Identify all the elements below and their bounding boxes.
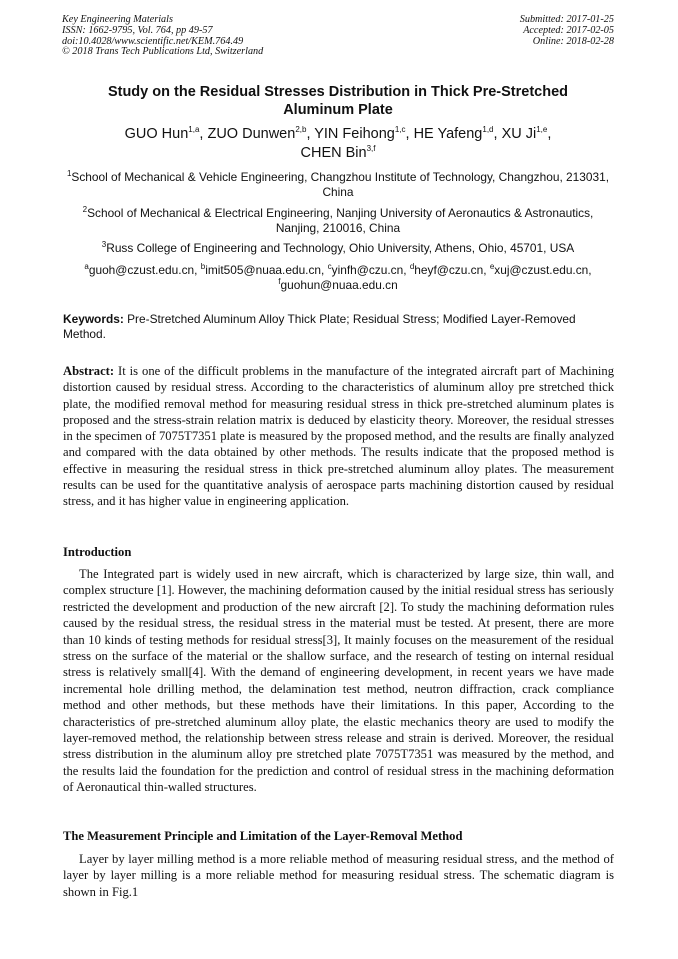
title-line-1: Study on the Residual Stresses Distribution in Thick Pre-Stretched bbox=[107, 84, 569, 100]
author: ZUO Dunwen$^{2,b}$, bbox=[207, 125, 315, 142]
email: $^c$yinfh@czu.cn, bbox=[327, 262, 410, 277]
author-emails bbox=[62, 263, 614, 293]
abstract-label: Abstract: bbox=[63, 364, 115, 378]
affiliation-3: $^3$Russ College of Engineering and Technology, Ohio University, Athens, Ohio, 45701, USA bbox=[101, 240, 575, 255]
dates-header bbox=[520, 15, 614, 47]
section-heading-measurement: The Measurement Principle and Limitation of the Layer-Removal Method bbox=[63, 829, 463, 843]
email: $^b$imit505@nuaa.edu.cn, bbox=[200, 262, 328, 277]
measurement-paragraph: Layer by layer milling method is a more reliable method of measuring residual stress, and the method of layer by layer milling is a more reliable method for measuring residual stress. The schematic diagram is shown in Fig.1 bbox=[63, 852, 614, 899]
journal-issn: ISSN: 1662-9795, Vol. 764, pp 49-57 bbox=[62, 24, 213, 36]
affiliation-2: $^2$School of Mechanical & Electrical Engineering, Nanjing University of Aeronautics & Astronautics, Nanjing, 210016, China bbox=[82, 205, 594, 235]
email: $^e$xuj@czust.edu.cn, bbox=[489, 262, 592, 277]
email: $^d$heyf@czu.cn, bbox=[409, 262, 490, 277]
author: XU Ji$^{1,e}$, bbox=[501, 125, 552, 142]
keywords bbox=[63, 312, 614, 342]
introduction-paragraph: The Integrated part is widely used in new aircraft, which is characterized by large size, thin wall, and complex structure [1]. However, the machining deformation caused by the initial residual stress has seriously restricted the development and production of the new aircraft [2]. To study the machining deformation rules caused by the residual stress, the residual stress in the material must be tested. At present, there are more than 10 kinds of testing methods for residual stress[3], It mainly focuses on the measurement of the residual stress on the surface of the material or the shallow surface, and the research of testing on internal residual stress is relatively small[4]. With the demand of engineering development, in recent years we have made incremental hole drilling method, the delamination test method, neutron diffraction, crack compliance method and other methods, but these methods have their limitations. In this paper, According to the characteristics of pre-stretched aluminum alloy plate, the elastic mechanics theory are used to modify the layer-removed method, the relationship between stress release and strain is derived. Moreover, the residual stress distribution in the aluminum alloy pre stretched plate 7075T7351 was measured by the method, and the results laid the foundation for the prediction and control of residual stress in the machining deformation of Aeronautical thin-walled structures. bbox=[63, 567, 614, 795]
keywords-label: Keywords: bbox=[63, 312, 124, 326]
journal-header bbox=[62, 15, 263, 58]
title-line-2: Aluminum Plate bbox=[283, 102, 393, 118]
author: GUO Hun$^{1,a}$, bbox=[124, 125, 208, 142]
accepted-date: Accepted: 2017-02-05 bbox=[523, 24, 614, 36]
journal-name: Key Engineering Materials bbox=[62, 14, 173, 25]
email: $^f$guohun@nuaa.edu.cn bbox=[278, 277, 398, 292]
submitted-date: Submitted: 2017-01-25 bbox=[519, 14, 614, 25]
keywords-text: Pre-Stretched Aluminum Alloy Thick Plate; Residual Stress; Modified Layer-Removed Method. bbox=[63, 312, 576, 341]
author: CHEN Bin$^{3,f}$ bbox=[300, 143, 376, 161]
section-heading-introduction: Introduction bbox=[63, 545, 132, 559]
abstract-text: It is one of the difficult problems in the manufacture of the integrated aircraft part of Machining distortion caused by residual stress. According to the characteristics of aluminum alloy pre stretched thick plate, the modified removal method for measuring residual stress in thick pre-stretched aluminum plates is proposed and the stress-strain relation matrix is deduced by elasticity theory. Moreover, the residual stresses in the specimen of 7075T7351 plate is measured by the proposed method, and the results are finally analyzed and compared with the data obtained by other methods. The results indicate that the proposed method is effective in measuring the residual stress in thick pre-stretched aluminum alloy plates. The measurement results can be used for the quantitative analysis of aerospace parts machining distortion caused by residual stress, and it has higher value in engineering application. bbox=[63, 364, 614, 509]
journal-doi: doi:10.4028/www.scientific.net/KEM.764.49 bbox=[62, 35, 244, 47]
journal-copyright: © 2018 Trans Tech Publications Ltd, Switzerland bbox=[62, 46, 264, 58]
affiliation-1: $^1$School of Mechanical & Vehicle Engineering, Changzhou Institute of Technology, Changzhou, 213031, China bbox=[66, 169, 610, 199]
email: $^a$guoh@czust.edu.cn, bbox=[84, 262, 201, 277]
author-list bbox=[62, 125, 614, 162]
abstract bbox=[63, 363, 614, 510]
author: HE Yafeng$^{1,d}$, bbox=[413, 125, 502, 142]
author: YIN Feihong$^{1,c}$, bbox=[314, 125, 414, 142]
paper-title bbox=[62, 83, 614, 119]
online-date: Online: 2018-02-28 bbox=[532, 35, 614, 47]
